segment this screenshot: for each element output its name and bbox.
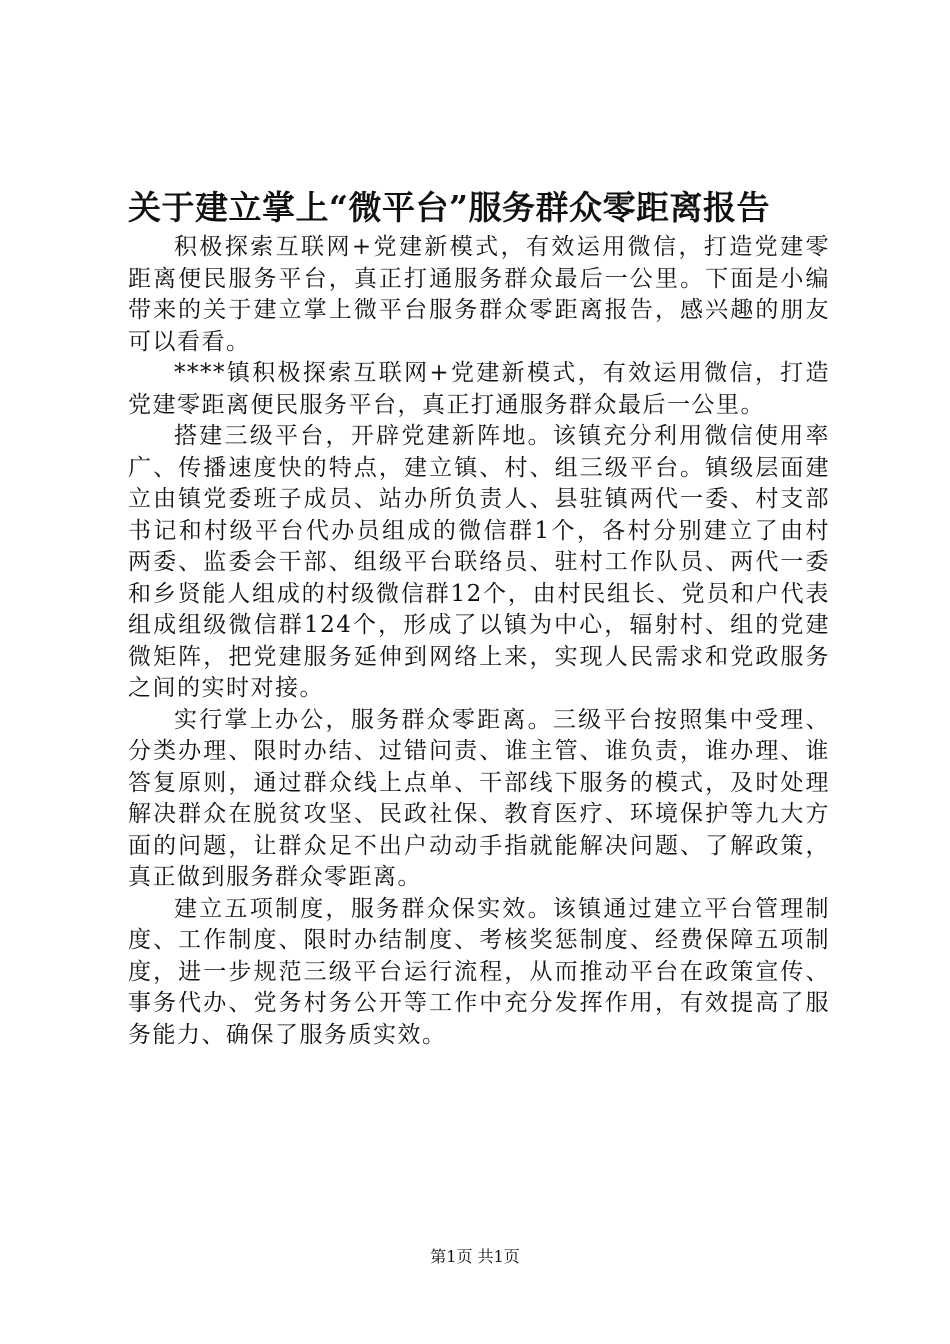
paragraph-intro: 积极探索互联网+党建新模式，有效运用微信，打造党建零距离便民服务平台，真正打通服务群众最后一公里。下面是小编带来的关于建立掌上微平台服务群众零距离报告，感兴趣的朋友可以看看。 — [128, 234, 830, 355]
page-number: 第1页 共1页 — [430, 1247, 520, 1266]
paragraph-system: 建立五项制度，服务群众保实效。该镇通过建立平台管理制度、工作制度、限时办结制度、考核奖惩制度、经费保障五项制度，进一步规范三级平台运行流程，从而推动平台在政策宣传、事务代办、党务村务公开等工作中充分发挥作用，有效提高了服务能力、确保了服务质实效。 — [128, 895, 830, 1048]
document-title: 关于建立掌上“微平台”服务群众零距离报告 — [128, 188, 770, 227]
paragraph-summary: ****镇积极探索互联网+党建新模式，有效运用微信，打造党建零距离便民服务平台，真正打通服务群众最后一公里。 — [128, 360, 830, 418]
paragraph-office: 实行掌上办公，服务群众零距离。三级平台按照集中受理、分类办理、限时办结、过错问责、谁主管、谁负责，谁办理、谁答复原则，通过群众线上点单、干部线下服务的模式，及时处理解决群众在脱贫攻坚、民政社保、教育医疗、环境保护等九大方面的问题，让群众足不出户动动手指就能解决问题、了解政策，真正做到服务群众零距离。 — [128, 706, 830, 890]
paragraph-platform: 搭建三级平台，开辟党建新阵地。该镇充分利用微信使用率广、传播速度快的特点，建立镇、村、组三级平台。镇级层面建立由镇党委班子成员、站办所负责人、县驻镇两代一委、村支部书记和村级平台代办员组成的微信群1个，各村分别建立了由村两委、监委会干部、组级平台联络员、驻村工作队员、两代一委和乡贤能人组成的村级微信群12个，由村民组长、党员和户代表组成组级微信群124个，形成了以镇为中心，辐射村、组的党建微矩阵，把党建服务延伸到网络上来，实现人民需求和党政服务之间的实时对接。 — [128, 423, 830, 701]
document-body — [128, 232, 830, 1051]
